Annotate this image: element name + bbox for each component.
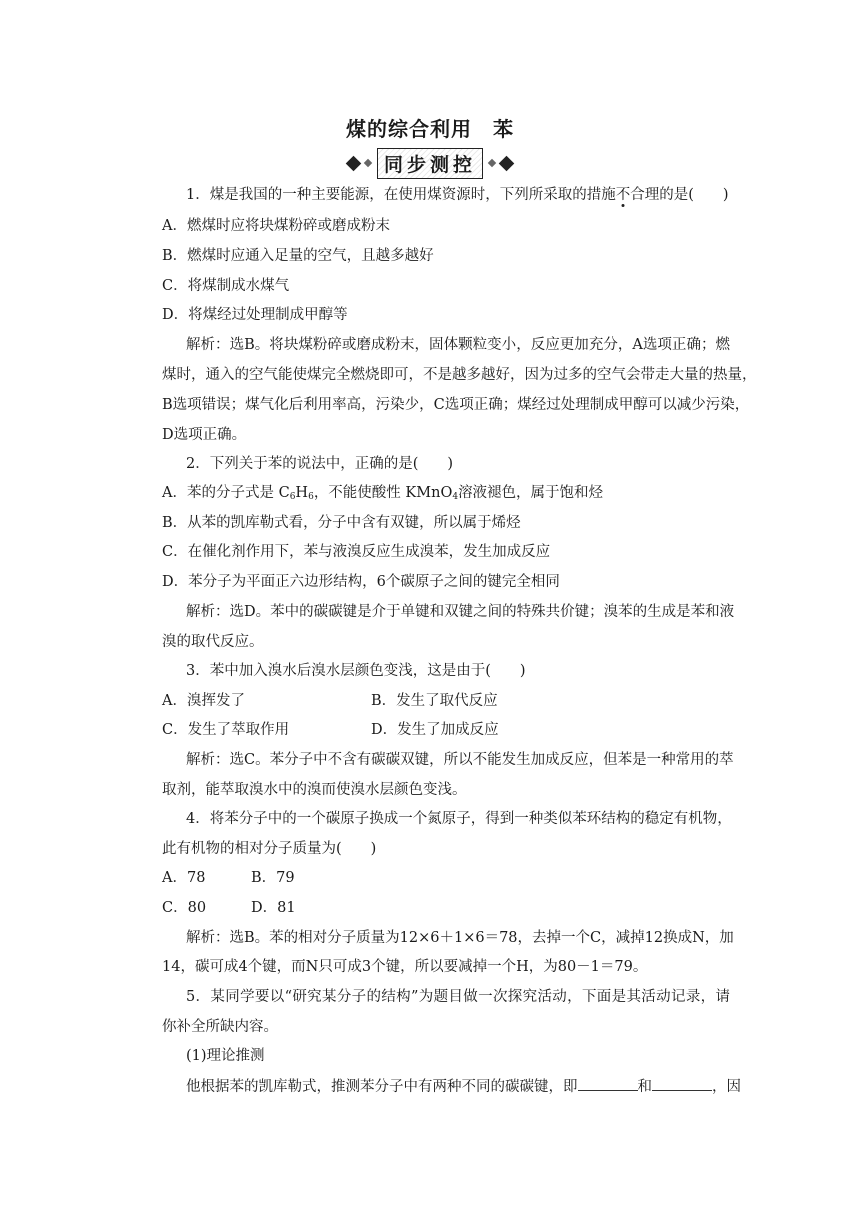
q4-option-b: B．79 xyxy=(251,870,295,886)
answer-blank[interactable] xyxy=(578,1076,638,1091)
q3-option-a: A．溴挥发了 xyxy=(162,693,245,709)
q3-option-b: B．发生了取代反应 xyxy=(371,693,498,709)
q1-answer-line: B选项错误；煤气化后利用率高，污染少，C选项正确；煤经过处理制成甲醇可以减少污染， xyxy=(162,397,750,413)
emphasis-mark: 不 xyxy=(615,187,631,203)
banner-label: 同步测控 xyxy=(377,148,483,179)
q3-answer-line: 取剂，能萃取溴水中的溴而使溴水层颜色变浅。 xyxy=(162,782,467,798)
q1-answer-line: 解析：选B。将块煤粉碎或磨成粉末，固体颗粒变小，反应更加充分，A选项正确；燃 xyxy=(186,337,730,353)
q3-option-d: D．发生了加成反应 xyxy=(371,722,499,738)
q2-option-d: D．苯分子为平面正六边形结构，6个碳原子之间的键完全相同 xyxy=(162,574,560,590)
q1-option-a: A．燃煤时应将块煤粉碎或磨成粉末 xyxy=(162,218,390,234)
q4-option-c: C．80 xyxy=(162,900,207,916)
q1-option-d: D．将煤经过处理制成甲醇等 xyxy=(162,307,348,323)
question-1-stem: 1．煤是我国的一种主要能源，在使用煤资源时，下列所采取的措施不合理的是( ) xyxy=(186,187,729,203)
q1-option-c: C．将煤制成水煤气 xyxy=(162,278,290,294)
q2-option-b: B．从苯的凯库勒式看，分子中含有双键，所以属于烯烃 xyxy=(162,515,521,531)
q5-fill-line: 他根据苯的凯库勒式，推测苯分子中有两种不同的碳碳键，即 和 ，因 xyxy=(186,1076,741,1097)
answer-blank[interactable] xyxy=(652,1076,712,1091)
question-4-stem: 4．将苯分子中的一个碳原子换成一个氮原子，得到一种类似苯环结构的稳定有机物， xyxy=(186,811,732,827)
q1-answer-line: 煤时，通入的空气能使煤完全燃烧即可，不是越多越好，因为过多的空气会带走大量的热量， xyxy=(162,367,757,383)
q1-option-b: B．燃煤时应通入足量的空气，且越多越好 xyxy=(162,248,434,264)
question-3-stem: 3．苯中加入溴水后溴水层颜色变浅，这是由于( ) xyxy=(186,663,526,679)
q3-option-c: C．发生了萃取作用 xyxy=(162,722,290,738)
diamond-icon xyxy=(488,159,496,167)
q4-option-a: A．78 xyxy=(162,870,206,886)
q3-answer-line: 解析：选C。苯分子中不含有碳碳双键，所以不能发生加成反应，但苯是一种常用的萃 xyxy=(186,752,734,768)
diamond-icon xyxy=(364,159,372,167)
diamond-icon xyxy=(346,155,362,171)
q2-option-c: C．在催化剂作用下，苯与液溴反应生成溴苯，发生加成反应 xyxy=(162,544,551,560)
section-banner xyxy=(0,148,860,178)
question-5-stem: 你补全所缺内容。 xyxy=(162,1019,278,1035)
q1-answer-line: D选项正确。 xyxy=(162,427,247,443)
question-2-stem: 2．下列关于苯的说法中，正确的是( ) xyxy=(186,456,454,472)
q2-answer-line: 解析：选D。苯中的碳碳键是介于单键和双键之间的特殊共价键；溴苯的生成是苯和液 xyxy=(186,604,735,620)
q4-option-d: D．81 xyxy=(251,900,296,916)
q5-part-1-heading: (1)理论推测 xyxy=(186,1048,265,1064)
question-4-stem: 此有机物的相对分子质量为( ) xyxy=(162,841,377,857)
diamond-icon xyxy=(499,155,515,171)
q2-option-a: A．苯的分子式是 $C_6H_6$，不能使酸性 KMnO$_4$溶液褪色，属于饱和烃 xyxy=(162,485,604,502)
q4-answer-line: 解析：选B。苯的相对分子质量为12×6＋1×6＝78，去掉一个C，减掉12换成N，加 xyxy=(186,930,734,946)
q4-answer-line: 14，碳可成4个键，而N只可成3个键，所以要减掉一个H，为80－1＝79。 xyxy=(162,959,648,975)
question-5-stem: 5．某同学要以“研究某分子的结构”为题目做一次探究活动，下面是其活动记录，请 xyxy=(186,989,730,1005)
q2-answer-line: 溴的取代反应。 xyxy=(162,634,264,650)
page-title: 煤的综合利用 苯 xyxy=(346,117,514,141)
